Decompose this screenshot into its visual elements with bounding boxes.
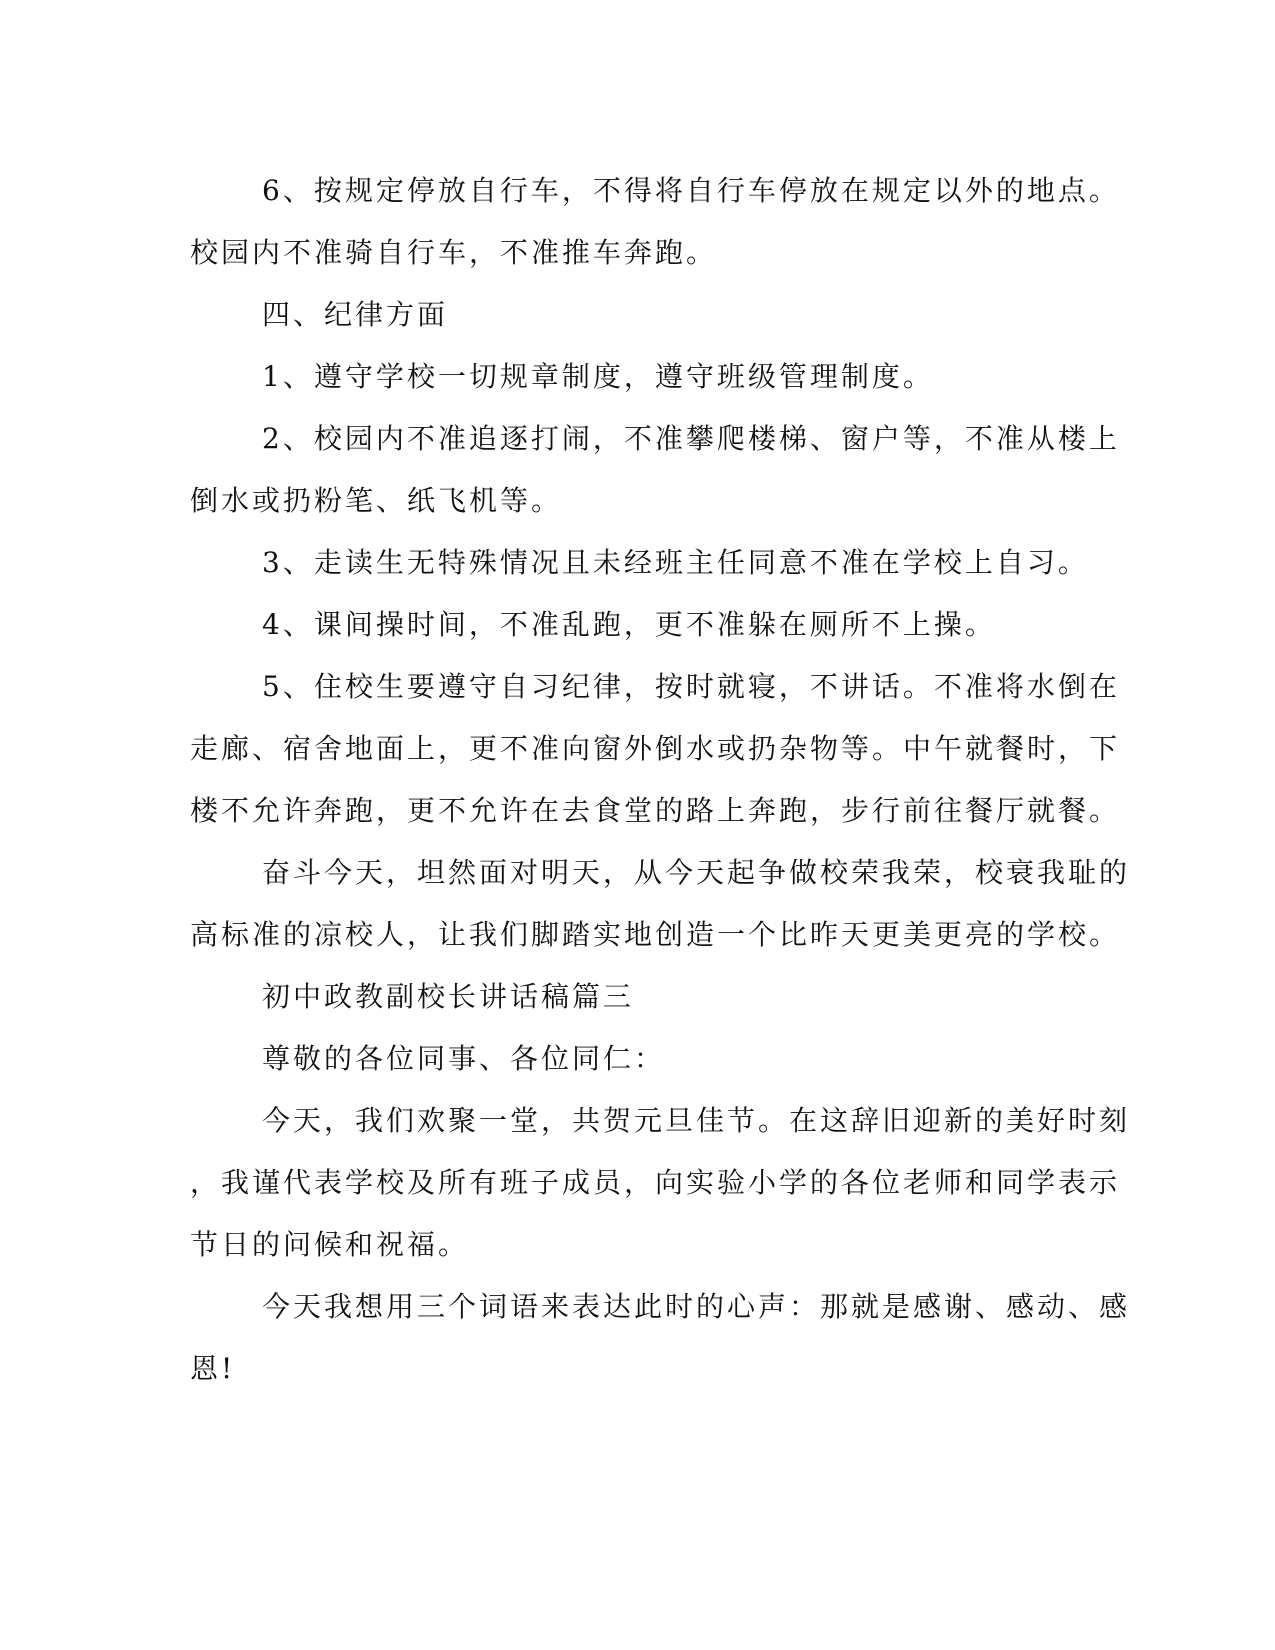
text-line-5: 2、校园内不准追逐打闹，不准攀爬楼梯、窗户等，不准从楼上: [262, 422, 1120, 455]
section-heading-speech-three: 初中政教副校长讲话稿篇三: [262, 980, 635, 1013]
document-body: [190, 160, 1131, 1400]
text-line-1: 6、按规定停放自行车，不得将自行车停放在规定以外的地点。: [262, 174, 1120, 207]
text-line-17: ，我谨代表学校及所有班子成员，向实验小学的各位老师和同学表示: [190, 1166, 1121, 1199]
text-line-18: 节日的问候和祝福。: [190, 1228, 470, 1261]
text-line-12: 奋斗今天，坦然面对明天，从今天起争做校荣我荣，校衰我耻的: [262, 856, 1131, 889]
text-line-20: 恩!: [190, 1352, 236, 1385]
text-line-10: 走廊、宿舍地面上，更不准向窗外倒水或扔杂物等。中午就餐时，下: [190, 732, 1121, 765]
text-line-7: 3、走读生无特殊情况且未经班主任同意不准在学校上自习。: [262, 546, 1089, 579]
text-line-13: 高标准的凉校人，让我们脚踏实地创造一个比昨天更美更亮的学校。: [190, 918, 1121, 951]
text-line-11: 楼不允许奔跑，更不允许在去食堂的路上奔跑，步行前往餐厅就餐。: [190, 794, 1121, 827]
text-line-16: 今天，我们欢聚一堂，共贺元旦佳节。在这辞旧迎新的美好时刻: [262, 1104, 1131, 1137]
text-line-8: 4、课间操时间，不准乱跑，更不准躲在厕所不上操。: [262, 608, 996, 641]
salutation: 尊敬的各位同事、各位同仁：: [262, 1042, 666, 1075]
text-line-19: 今天我想用三个词语来表达此时的心声：那就是感谢、感动、感: [262, 1290, 1131, 1323]
section-heading-discipline: 四、纪律方面: [262, 298, 449, 331]
text-line-2: 校园内不准骑自行车，不准推车奔跑。: [190, 236, 718, 269]
text-line-9: 5、住校生要遵守自习纪律，按时就寝，不讲话。不准将水倒在: [262, 670, 1120, 703]
text-line-6: 倒水或扔粉笔、纸飞机等。: [190, 484, 563, 517]
text-line-4: 1、遵守学校一切规章制度，遵守班级管理制度。: [262, 360, 934, 393]
